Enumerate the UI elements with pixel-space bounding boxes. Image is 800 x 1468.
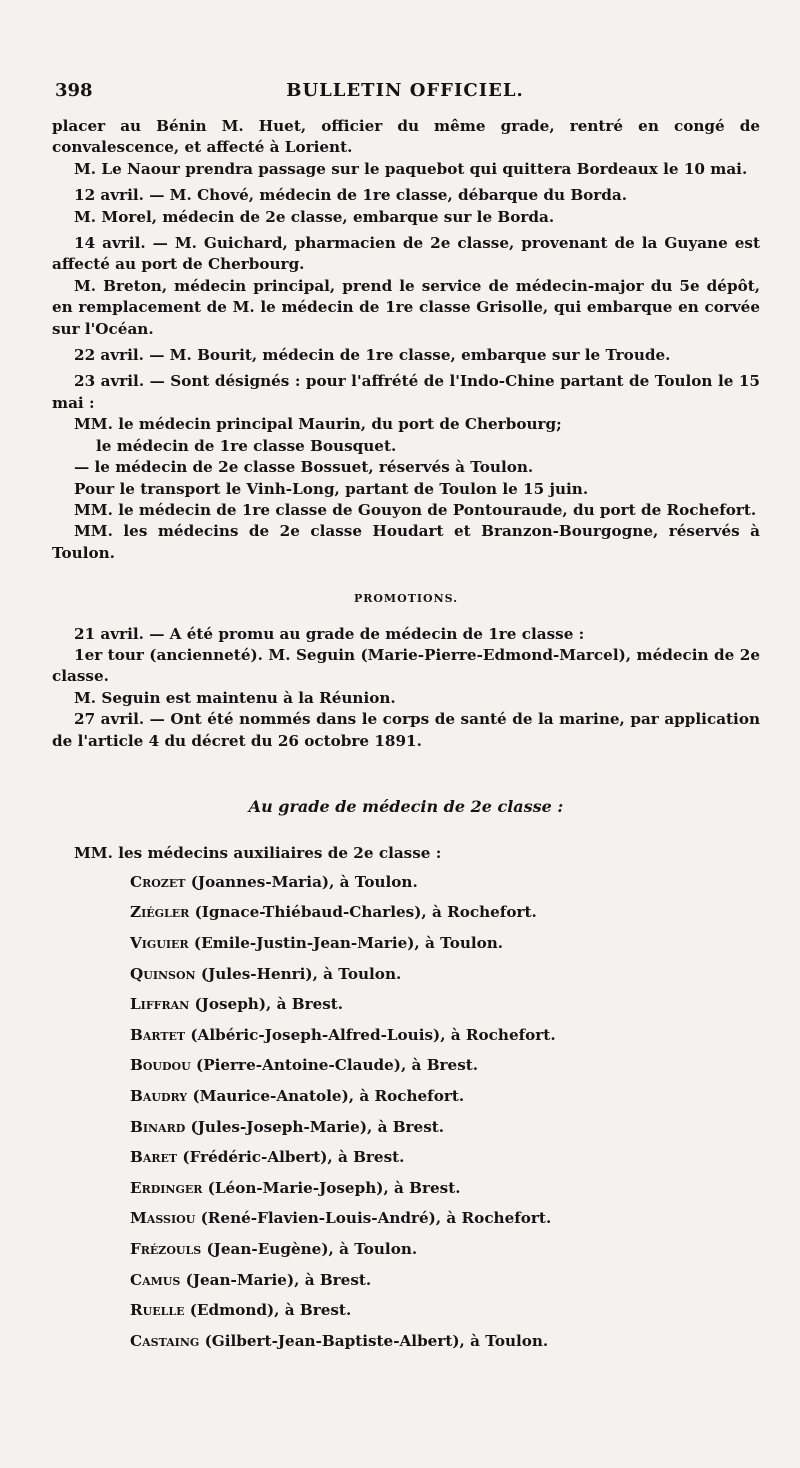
subheading: Au grade de médecin de 2e classe : bbox=[248, 796, 564, 816]
paragraph: 1er tour (ancienneté). M. Seguin (Marie-Pierre-Edmond-Marcel), médecin de 2e classe. bbox=[52, 645, 760, 686]
appointee-details: (René-Flavien-Louis-André), à Rochefort. bbox=[195, 1209, 552, 1228]
paragraph: M. Morel, médecin de 2e classe, embarque sur le Borda. bbox=[74, 207, 555, 226]
list-item bbox=[52, 1173, 760, 1204]
appointee-surname: Ziégler bbox=[130, 903, 190, 922]
list-item bbox=[52, 867, 760, 898]
list-item bbox=[52, 1112, 760, 1143]
list-item bbox=[52, 1050, 760, 1081]
paragraph: 22 avril. — M. Bourit, médecin de 1re classe, embarque sur le Troude. bbox=[74, 346, 671, 365]
list-item bbox=[52, 989, 760, 1020]
appointee-details: (Gilbert-Jean-Baptiste-Albert), à Toulon. bbox=[199, 1331, 549, 1350]
paragraph: M. Le Naour prendra passage sur le paquebot qui quittera Bordeaux le 10 mai. bbox=[74, 159, 748, 178]
paragraph: 21 avril. — A été promu au grade de médecin de 1re classe : bbox=[74, 624, 585, 643]
appointee-details: (Jean-Marie), à Brest. bbox=[180, 1270, 372, 1289]
paragraph: le médecin de 1re classe Bousquet. bbox=[96, 436, 397, 455]
appointee-details: (Albéric-Joseph-Alfred-Louis), à Rochefort. bbox=[185, 1025, 556, 1044]
list-item bbox=[52, 1265, 760, 1296]
appointee-surname: Crozet bbox=[130, 872, 186, 891]
list-item bbox=[52, 1020, 760, 1051]
appointee-surname: Camus bbox=[130, 1270, 181, 1289]
appointee-surname: Liffran bbox=[130, 995, 190, 1014]
paragraph: placer au Bénin M. Huet, officier du même grade, rentré en congé de convalescence, et affecté à Lorient. bbox=[52, 117, 760, 157]
paragraph: MM. le médecin principal Maurin, du port de Cherbourg; bbox=[74, 415, 562, 434]
appointee-details: (Emile-Justin-Jean-Marie), à Toulon. bbox=[188, 933, 504, 952]
appointee-details: (Jules-Henri), à Toulon. bbox=[195, 964, 402, 983]
appointee-list bbox=[52, 867, 760, 1357]
page-header bbox=[55, 80, 755, 110]
paragraph: — le médecin de 2e classe Bossuet, réservés à Toulon. bbox=[74, 458, 534, 477]
paragraph: MM. les médecins de 2e classe Houdart et Branzon-Bourgogne, réservés à Toulon. bbox=[52, 522, 760, 562]
appointee-details: (Jules-Joseph-Marie), à Brest. bbox=[185, 1117, 445, 1136]
appointee-details: (Frédéric-Albert), à Brest. bbox=[177, 1148, 405, 1167]
appointee-surname: Viguier bbox=[130, 933, 189, 952]
list-item bbox=[52, 1295, 760, 1326]
list-item bbox=[52, 897, 760, 928]
paragraph: Pour le transport le Vinh-Long, partant de Toulon le 15 juin. bbox=[74, 479, 589, 498]
appointee-surname: Quinson bbox=[130, 964, 196, 983]
paragraph: M. Breton, médecin principal, prend le service de médecin-major du 5e dépôt, en remplacement de M. le médecin de 1re classe Grisolle, qui embarque en corvée sur l'Océan. bbox=[52, 276, 760, 338]
section-heading: PROMOTIONS. bbox=[353, 592, 459, 606]
list-item bbox=[52, 1326, 760, 1357]
appointee-details: (Jean-Eugène), à Toulon. bbox=[201, 1239, 418, 1258]
paragraph: M. Seguin est maintenu à la Réunion. bbox=[74, 688, 396, 707]
paragraph: 23 avril. — Sont désignés : pour l'affrété de l'Indo-Chine partant de Toulon le 15 mai : bbox=[52, 372, 760, 412]
appointee-details: (Joannes-Maria), à Toulon. bbox=[185, 872, 418, 891]
appointee-details: (Joseph), à Brest. bbox=[189, 995, 344, 1014]
appointee-surname: Boudou bbox=[130, 1056, 191, 1075]
list-item bbox=[52, 1142, 760, 1173]
appointee-surname: Ruelle bbox=[130, 1301, 185, 1320]
paragraph: MM. le médecin de 1re classe de Gouyon de Pontouraude, du port de Rochefort. bbox=[74, 500, 757, 519]
appointee-surname: Binard bbox=[130, 1117, 186, 1136]
appointee-details: (Pierre-Antoine-Claude), à Brest. bbox=[190, 1056, 479, 1075]
list-item bbox=[52, 1081, 760, 1112]
page-number: 398 bbox=[55, 80, 93, 101]
appointee-surname: Frézouls bbox=[130, 1239, 202, 1258]
appointee-surname: Castaing bbox=[130, 1331, 200, 1350]
document-body bbox=[52, 116, 760, 1356]
appointee-surname: Baudry bbox=[130, 1086, 188, 1105]
appointee-surname: Bartet bbox=[130, 1025, 186, 1044]
appointee-surname: Erdinger bbox=[130, 1178, 203, 1197]
list-item bbox=[52, 928, 760, 959]
paragraph: 27 avril. — Ont été nommés dans le corps de santé de la marine, par application de l'article 4 du décret du 26 octobre 1891. bbox=[52, 710, 760, 750]
list-item bbox=[52, 1234, 760, 1265]
appointee-details: (Ignace-Thiébaud-Charles), à Rochefort. bbox=[189, 903, 537, 922]
list-item bbox=[52, 1203, 760, 1234]
paragraph: 12 avril. — M. Chové, médecin de 1re classe, débarque du Borda. bbox=[74, 186, 628, 205]
appointee-details: (Maurice-Anatole), à Rochefort. bbox=[187, 1086, 465, 1105]
appointee-details: (Léon-Marie-Joseph), à Brest. bbox=[202, 1178, 461, 1197]
appointee-surname: Baret bbox=[130, 1148, 178, 1167]
appointee-details: (Edmond), à Brest. bbox=[184, 1301, 352, 1320]
list-intro: MM. les médecins auxiliaires de 2e classe : bbox=[74, 844, 442, 863]
appointee-surname: Massiou bbox=[130, 1209, 196, 1228]
running-title: BULLETIN OFFICIEL. bbox=[286, 80, 524, 101]
paragraph: 14 avril. — M. Guichard, pharmacien de 2e classe, provenant de la Guyane est affecté au port de Cherbourg. bbox=[52, 234, 760, 274]
list-item bbox=[52, 959, 760, 990]
